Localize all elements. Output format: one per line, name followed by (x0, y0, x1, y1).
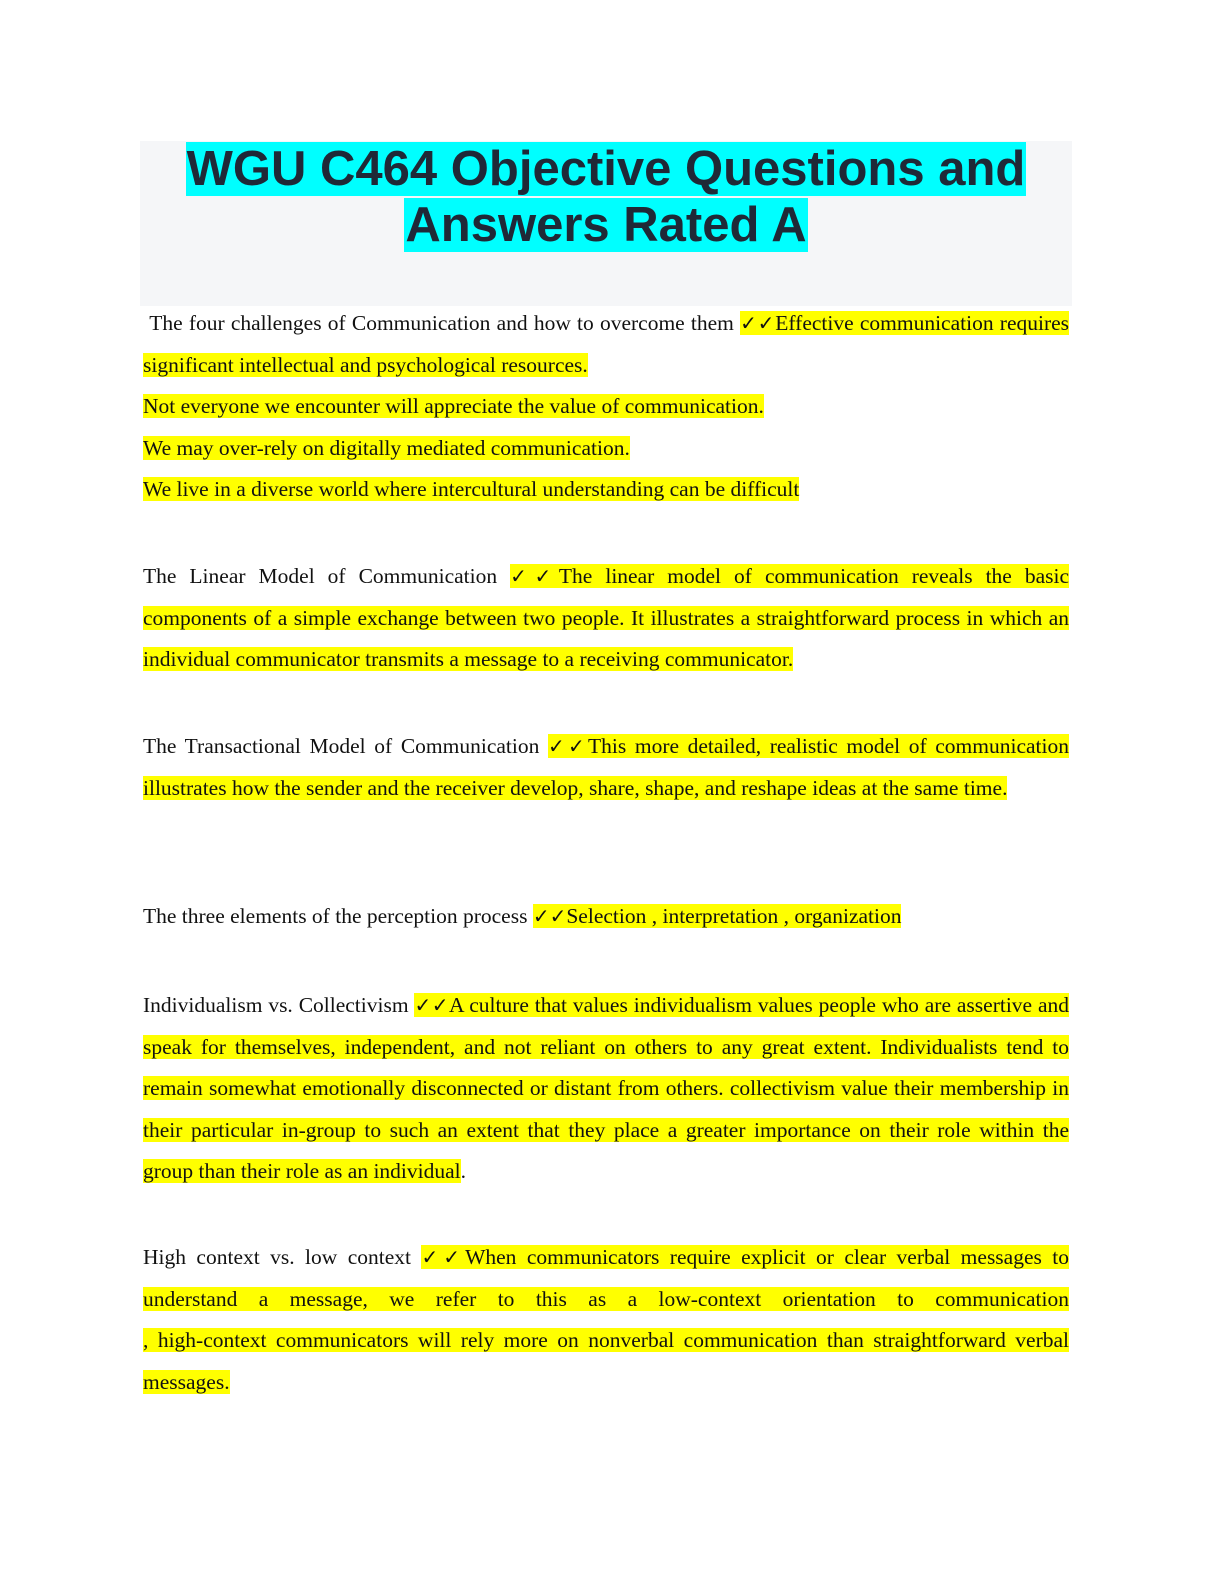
answer-part-1: When communicators require explicit or clear verbal messages to understand a message, we refer to this as a low-context orientation to communication (143, 1245, 1070, 1311)
answer: This more detailed, realistic model of communication illustrates how the sender and the receiver develop, share, shape, and reshape ideas at the same time. (143, 734, 1070, 800)
answer: Selection , interpretation , organization (566, 904, 902, 928)
qa-entry-transactional-model (143, 726, 1069, 809)
check-icon: ✓✓ (421, 1245, 466, 1269)
answer-line: We may over-rely on digitally mediated communication. (143, 435, 630, 460)
check-icon: ✓✓ (532, 904, 567, 928)
term: High context vs. low context (143, 1245, 412, 1269)
qa-entry-individualism-collectivism (143, 985, 1069, 1193)
term: The Transactional Model of Communication (143, 734, 540, 758)
qa-entry-linear-model (143, 556, 1069, 681)
check-icon: ✓✓ (740, 311, 776, 335)
answer-line: Not everyone we encounter will appreciate the value of communication. (143, 394, 764, 418)
answer-part-2: , high-context communicators will rely more on nonverbal communication than straightforward verbal messages. (143, 1328, 1069, 1394)
term: The three elements of the perception process (143, 904, 528, 928)
term: The four challenges of Communication and how to overcome them (149, 311, 734, 335)
term: Individualism vs. Collectivism (143, 993, 409, 1017)
qa-entry-high-low-context (143, 1237, 1069, 1403)
answer-line: We live in a diverse world where intercultural understanding can be difficult (143, 477, 800, 501)
page-title (140, 141, 1072, 253)
check-icon: ✓✓ (510, 564, 559, 588)
qa-entry-communication-challenges (143, 303, 1069, 511)
answer: The linear model of communication reveals the basic components of a simple exchange between two people. It illustrates a straightforward process in which an individual communicator transmits a message to a receiving communicator. (143, 564, 1070, 671)
title-line-1: WGU C464 Objective Questions and (186, 142, 1026, 196)
answer: A culture that values individualism values people who are assertive and speak for themselves, independent, and not reliant on others to any great extent. Individualists tend to remain somewhat emotionally disconnected or distant from others. collectivism value their membership in their particular in-group to such an extent that they place a greater importance on their role within the group than their role as an individual (143, 993, 1070, 1183)
check-icon: ✓✓ (414, 993, 449, 1017)
qa-entry-perception-process (143, 896, 1069, 938)
trailing-period: . (460, 1159, 467, 1183)
title-line-2: Answers Rated A (405, 198, 807, 252)
term: The Linear Model of Communication (143, 564, 498, 588)
check-icon: ✓✓ (547, 734, 588, 758)
answer-line: Effective communication requires significant intellectual and psychological resources. (143, 311, 1070, 377)
